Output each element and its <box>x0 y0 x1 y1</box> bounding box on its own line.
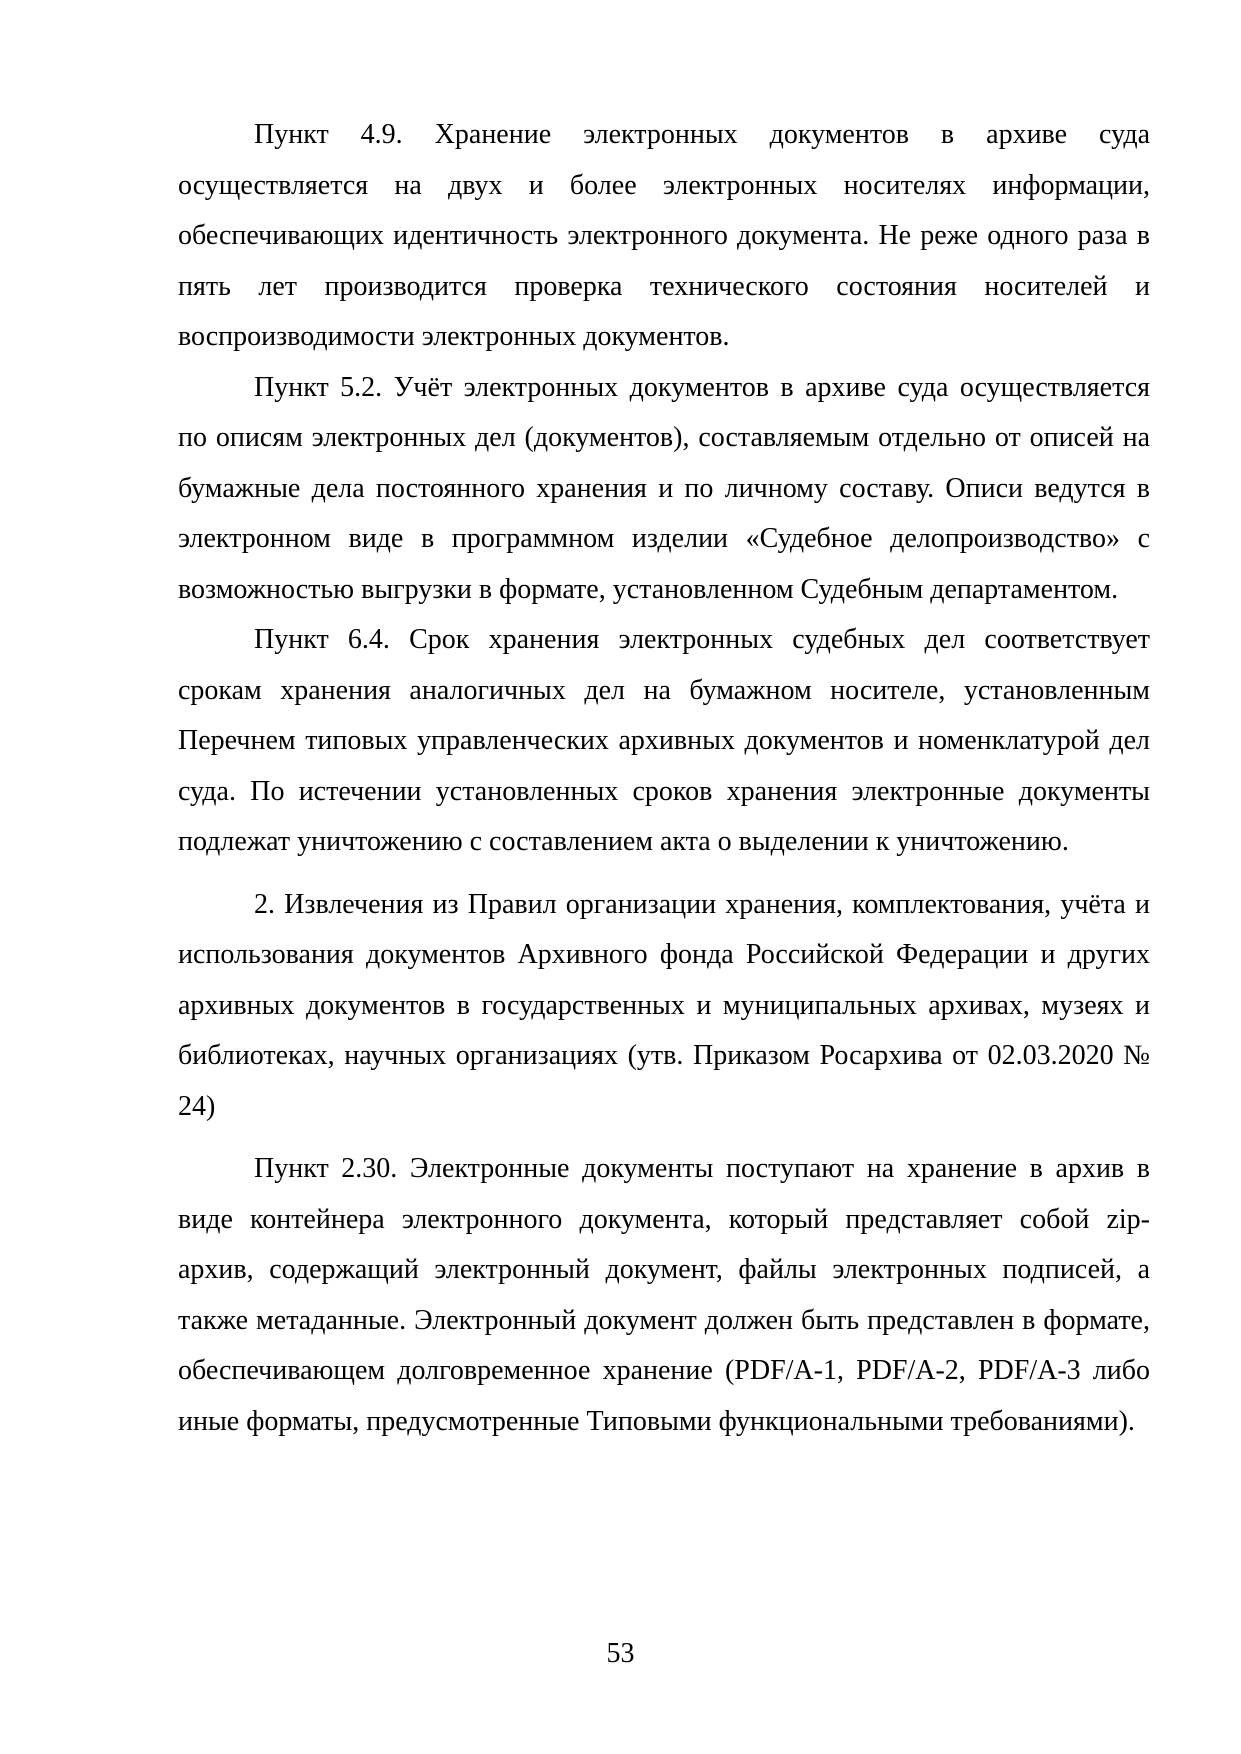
paragraph-rules-extract-heading: 2. Извлечения из Правил организации хранения, комплектования, учёта и использования документов Архивного фонда Российской Федерации и других архивных документов в государственных и муниципальных архивах, музеях и библиотеках, научных организациях (утв. Приказом Росархива от 02.03.2020 № 24) <box>178 888 1150 1122</box>
paragraph-item-4-9: Пункт 4.9. Хранение электронных документов в архиве суда осуществляется на двух и более электронных носителях информации, обеспечивающих идентичность электронного документа. Не реже одного раза в пять лет производится проверка технического состояния носителей и воспроизводимости электронных документов. <box>178 119 1150 352</box>
paragraph-item-5-2: Пункт 5.2. Учёт электронных документов в архиве суда осуществляется по описям электронных дел (документов), составляемым отдельно от описей на бумажные дела постоянного хранения и по личному составу. Описи ведутся в электронном виде в программном изделии «Судебное делопроизводство» с возможностью выгрузки в формате, установленном Судебным департаментом. <box>178 371 1150 605</box>
document-body <box>178 110 1150 1447</box>
page-number: 53 <box>606 1638 635 1669</box>
paragraph-item-2-30: Пункт 2.30. Электронные документы поступают на хранение в архив в виде контейнера электронного документа, который представляет собой zip-архив, содержащий электронный документ, файлы электронных подписей, а также метаданные. Электронный документ должен быть представлен в формате, обеспечивающем долговременное хранение (PDF/A-1, PDF/A-2, PDF/A-3 либо иные форматы, предусмотренные Типовыми функциональными требованиями). <box>178 1153 1150 1437</box>
paragraph-item-6-4: Пункт 6.4. Срок хранения электронных судебных дел соответствует срокам хранения аналогичных дел на бумажном носителе, установленным Перечнем типовых управленческих архивных документов и номенклатурой дел суда. По истечении установленных сроков хранения электронные документы подлежат уничтожению с составлением акта о выделении к уничтожению. <box>178 624 1150 857</box>
